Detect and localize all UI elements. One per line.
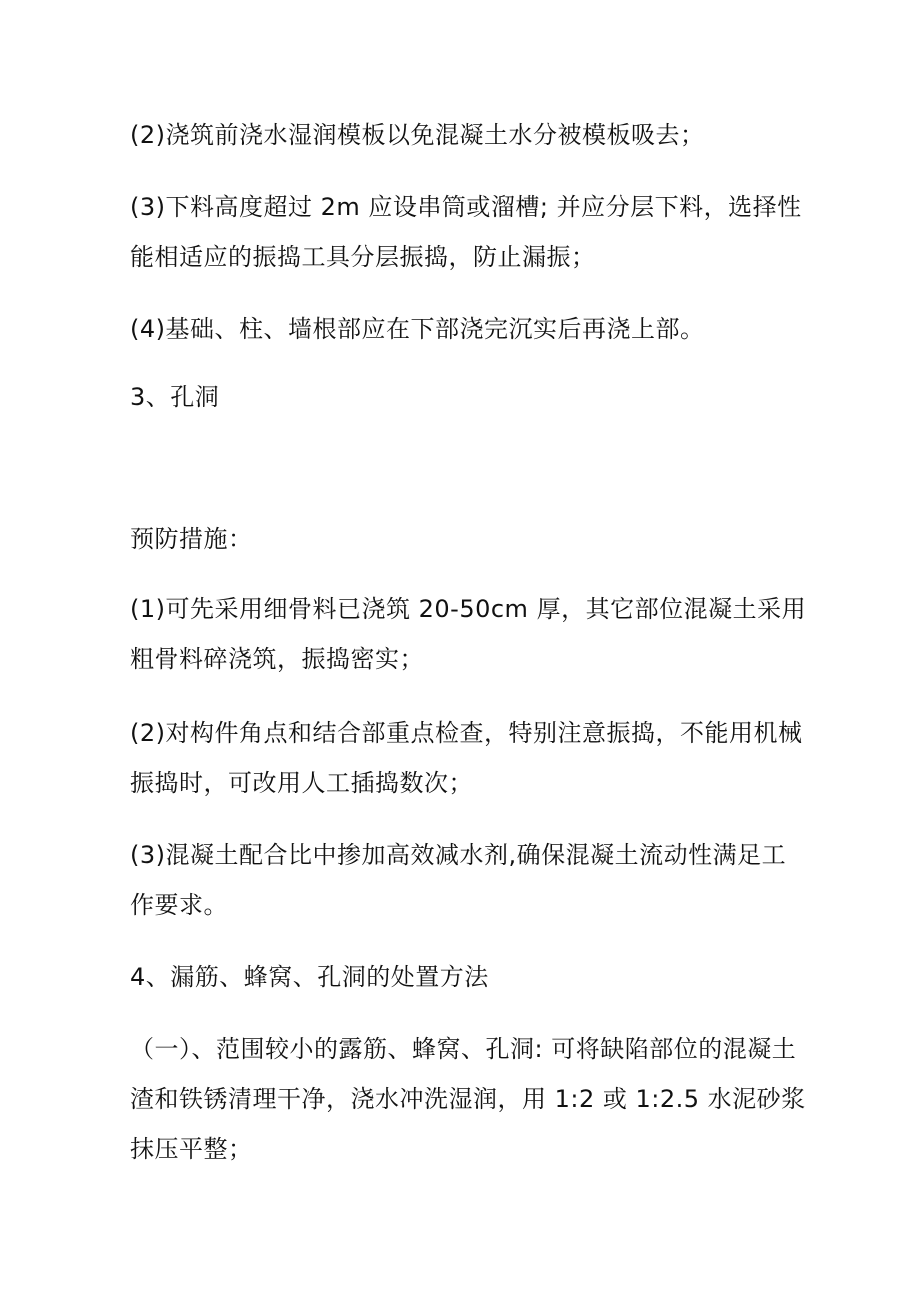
paragraph-corner-inspection: (2)对构件角点和结合部重点检查，特别注意振捣，不能用机械 振捣时，可改用人工插捣数次； — [130, 719, 803, 797]
paragraph-water-reducer: (3)混凝土配合比中掺加高效减水剂,确保混凝土流动性满足工 作要求。 — [130, 841, 787, 919]
paragraph-fine-aggregate: (1)可先采用细骨料已浇筑 20-50cm 厚，其它部位混凝土采用 粗骨料碎浇筑，振捣密实； — [130, 595, 807, 673]
paragraph-small-defects-repair: （一）、范围较小的露筋、蜂窝、孔洞: 可将缺陷部位的混凝土 渣和铁锈清理干净，浇水冲洗湿润，用 1:2 或 1:2.5 水泥砂浆 抹压平整； — [130, 1035, 806, 1163]
section-heading-holes: 3、孔洞 — [130, 383, 220, 411]
paragraph-foundation-column: (4)基础、柱、墙根部应在下部浇完沉实后再浇上部。 — [130, 315, 705, 343]
heading-prevention-measures: 预防措施： — [130, 525, 253, 553]
section-heading-treatment-methods: 4、漏筋、蜂窝、孔洞的处置方法 — [130, 963, 489, 991]
paragraph-pouring-wetting: (2)浇筑前浇水湿润模板以免混凝土水分被模板吸去； — [130, 121, 705, 149]
paragraph-layered-feeding: (3)下料高度超过 2m 应设串筒或溜槽; 并应分层下料，选择性 能相适应的振捣工具分层振捣，防止漏振； — [130, 193, 802, 271]
